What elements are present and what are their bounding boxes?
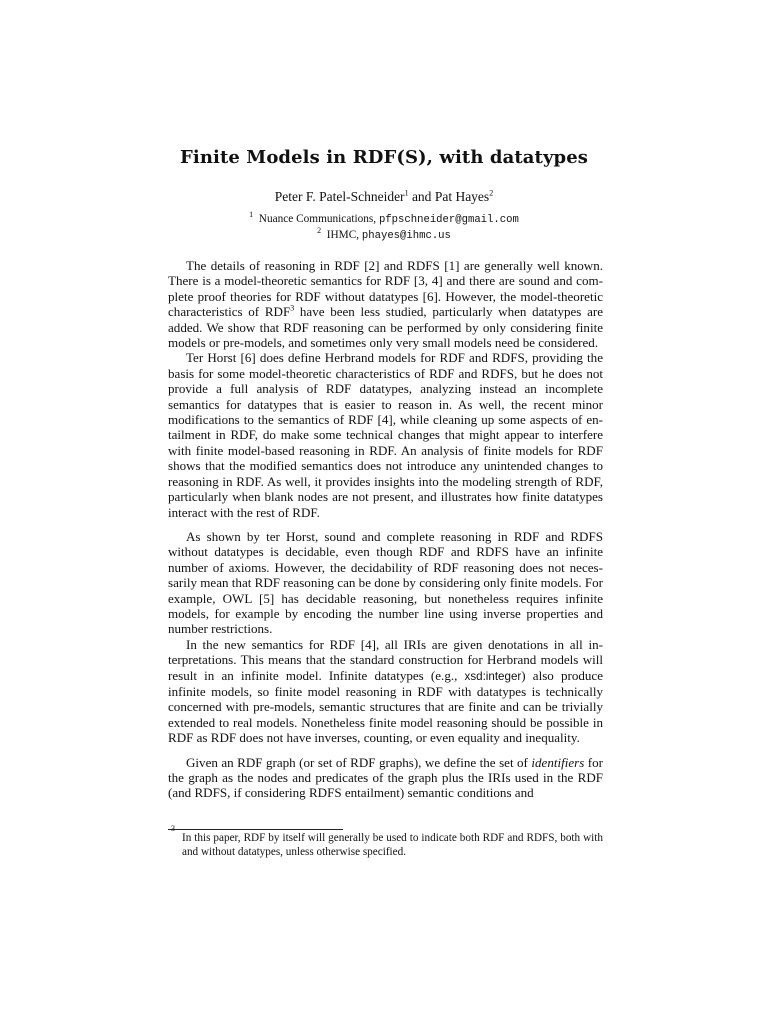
affiliation-line <box>0 212 768 228</box>
paragraph: Ter Horst [6] does define Herbrand models for RDF and RDFS, providing the basis for some model-theoretic characteristics of RDF and RDFS, but he does not provide a full analysis of RDF datatypes, analyzing instead an incomplete semantics for datatypes that is easier to reason in. As well, the recent minor modifications to the semantics of RDF [4], while cleaning up some aspects of entailment in RDF, do make some technical changes that might appear to interfere with finite model-based reasoning in RDF. An analysis of finite models for RDF shows that the modified semantics does not introduce any unintended changes to reasoning in RDF. As well, it provides insights into the modeling strength of RDF, particularly when blank nodes are not present, and illustrates how finite datatypes interact with the rest of RDF. <box>168 350 603 520</box>
inline-code: xsd:integer <box>464 669 522 683</box>
paragraph-text: for the graph as the nodes and predicates of the graph plus the IRIs used in the RDF (and RDFS, if considering RDFS entailment) semantic conditions and <box>168 754 603 801</box>
footnote-marker: 3 <box>290 303 295 313</box>
footnote-rule <box>168 829 343 830</box>
affiliation-name: IHMC, <box>326 229 362 241</box>
paragraph-text: have been less studied, particularly when datatypes are added. We show that RDF reasoning can be performed by only considering finite models or pre-models, and sometimes only very small models need be considered. <box>168 304 603 351</box>
paragraph-text: Given an RDF graph (or set of RDF graphs), we define the set of <box>186 754 532 770</box>
affiliation-marker: 1 <box>404 188 409 198</box>
footnote: 3 In this paper, RDF by itself will generally be used to indicate both RDF and RDFS, both with and without datatypes, unless otherwise specified. <box>171 824 603 858</box>
paragraph <box>168 258 603 350</box>
author-name: Pat Hayes <box>434 189 490 204</box>
paragraph-text: The details of reasoning in RDF [2] and RDFS [1] are generally well known. There is a model-theoretic semantics for RDF [3, 4] and there are sound and complete proof theories for RDF without datatypes [6]. However, the model-theoretic characteristics of RDF <box>168 258 603 320</box>
affiliation-marker: 1 <box>249 210 254 220</box>
affiliations <box>0 212 768 244</box>
footnote-text: In this paper, RDF by itself will generally be used to indicate both RDF and RDFS, both with and without datatypes, unless otherwise specified. <box>182 832 603 858</box>
paragraph <box>168 637 603 746</box>
paragraph: As shown by ter Horst, sound and complete reasoning in RDF and RDFS without datatypes is decidable, even though RDF and RDFS have an infinite number of axioms. However, the decidability of RDF reasoning does not necessarily mean that RDF reasoning can be done by considering only finite models. For example, OWL [5] has decidable reasoning, but nonetheless requires infinite models, for example by encoding the number line using inverse properties and number restrictions. <box>168 528 603 637</box>
affiliation-email: pfpschneider@gmail.com <box>378 214 519 226</box>
paragraph-text: In the new semantics for RDF [4], all IRIs are given denotations in all interpretations. This means that the standard construction for Herbrand models will result in an infinite model. Infinite datatypes (e.g., <box>168 636 603 683</box>
paper-title: Finite Models in RDF(S), with datatypes <box>180 147 588 168</box>
emphasized-term: identifiers <box>531 754 585 770</box>
author-line <box>0 189 768 205</box>
paragraph <box>168 755 603 801</box>
author-connector: and <box>408 189 435 204</box>
paragraph-text: ) also produce infinite models, so finite model reasoning in RDF with datatypes is technically concerned with pre-models, semantic structures that are finite and can be trivially extended to real models. Nonetheless finite model reasoning should be possible in RDF as RDF does not have inverses, counting, or even equality and inequality. <box>168 667 604 746</box>
affiliation-marker: 2 <box>489 188 494 198</box>
affiliation-email: phayes@ihmc.us <box>361 230 451 242</box>
affiliation-name: Nuance Communications, <box>258 213 379 225</box>
author-name: Peter F. Patel-Schneider <box>274 189 405 204</box>
affiliation-line <box>0 228 768 244</box>
paper-body <box>168 258 603 801</box>
affiliation-marker: 2 <box>317 226 322 236</box>
